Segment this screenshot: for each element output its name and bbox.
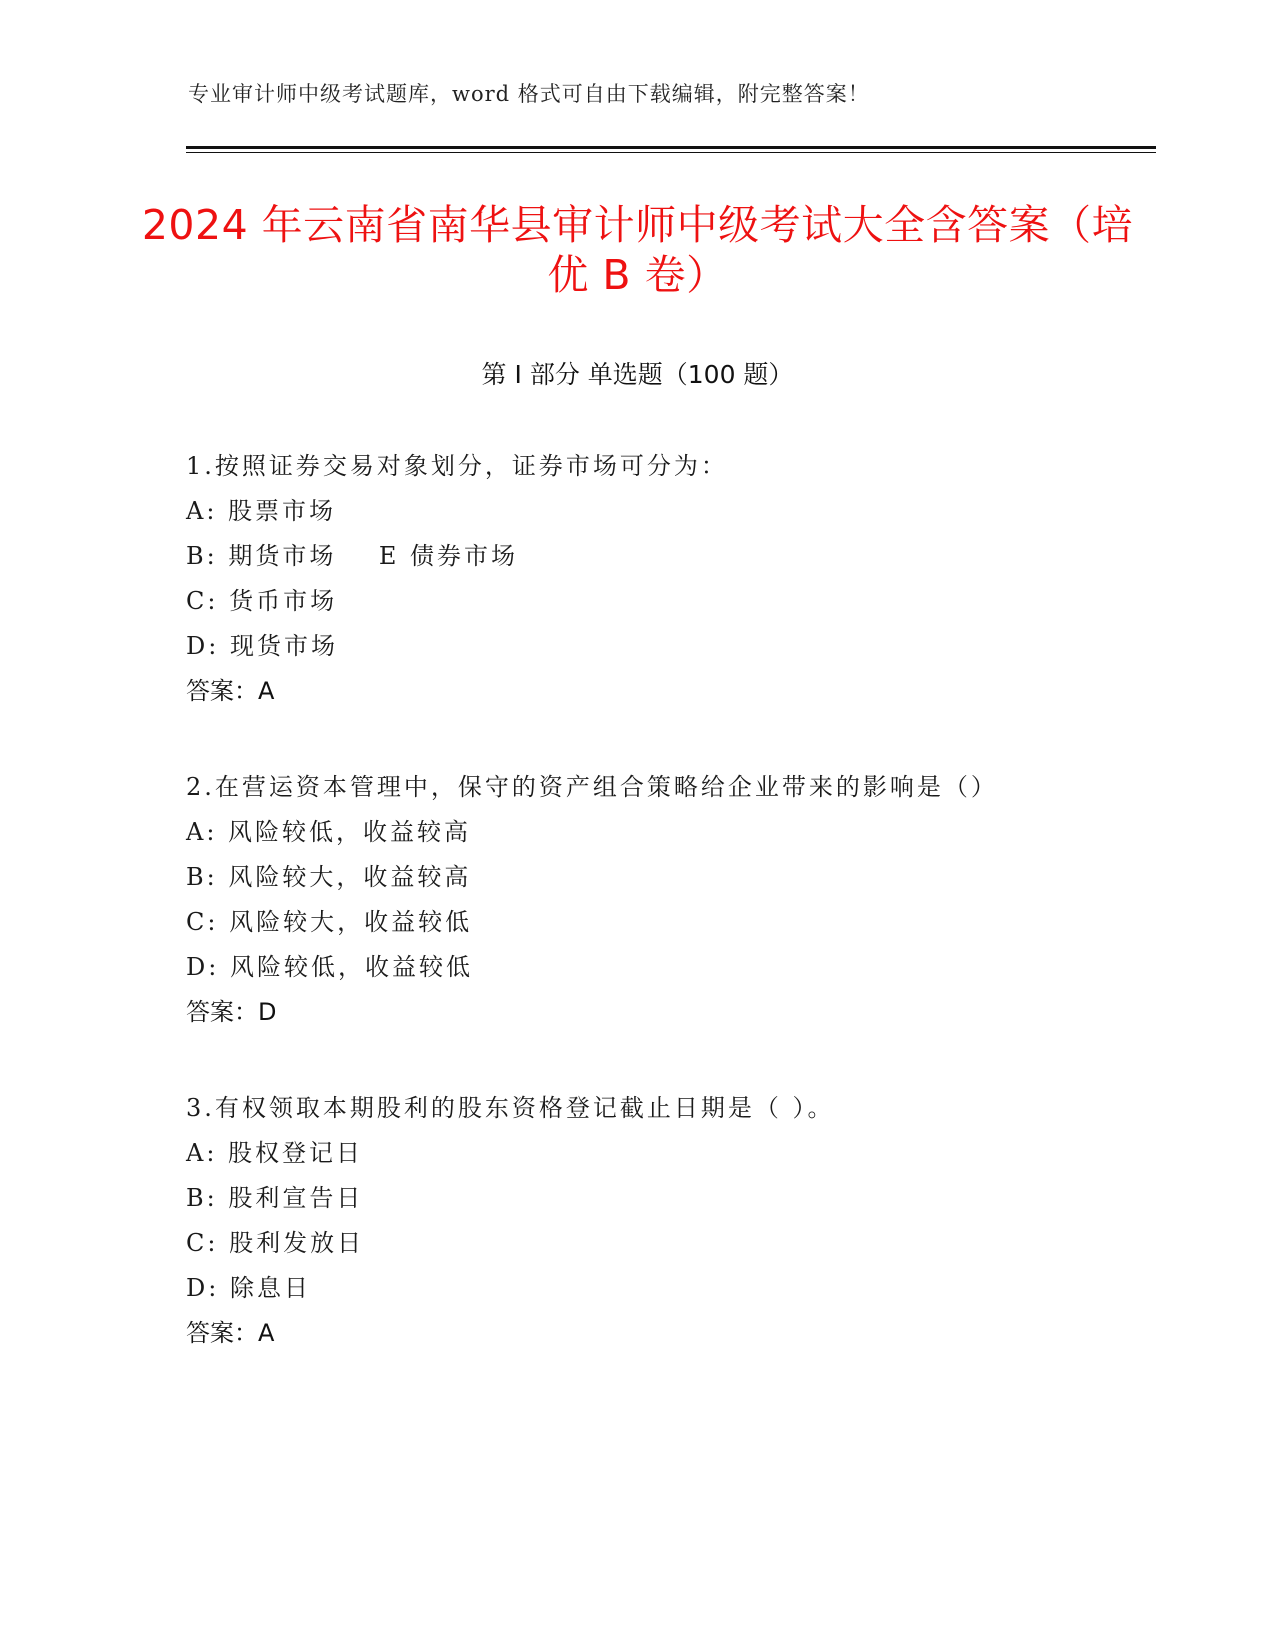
header-note: 专业审计师中级考试题库，word 格式可自由下载编辑，附完整答案！ — [188, 82, 870, 106]
question-stem: 2.在营运资本管理中，保守的资产组合策略给企业带来的影响是（） — [186, 773, 998, 801]
question-2 — [186, 765, 1076, 1035]
option-d: D: 现货市场 — [186, 632, 338, 660]
question-1 — [186, 444, 1076, 714]
option-c: C: 股利发放日 — [186, 1229, 365, 1257]
header-divider — [186, 146, 1156, 149]
option-d: D: 风险较低，收益较低 — [186, 953, 473, 981]
answer: 答案：A — [186, 1319, 275, 1347]
option-c: C: 货币市场 — [186, 587, 338, 615]
question-list — [186, 444, 1076, 1407]
option-b: B: 股利宣告日 — [186, 1184, 364, 1212]
section-title: 第 I 部分 单选题（100 题） — [481, 360, 794, 389]
option-d: D: 除息日 — [186, 1274, 311, 1302]
option-b: B: 风险较大，收益较高 — [186, 863, 472, 891]
option-a: A: 风险较低，收益较高 — [186, 818, 472, 846]
option-a: A: 股权登记日 — [186, 1139, 364, 1167]
option-b: B: 期货市场 E 债券市场 — [186, 542, 519, 570]
question-stem: 1.按照证券交易对象划分，证券市场可分为： — [186, 452, 728, 480]
option-a: A: 股票市场 — [186, 497, 337, 525]
answer: 答案：A — [186, 677, 275, 705]
document-title: 2024 年云南省南华县审计师中级考试大全含答案（培优 B 卷） — [141, 201, 1134, 299]
header-divider-thin — [186, 152, 1156, 153]
option-c: C: 风险较大，收益较低 — [186, 908, 473, 936]
question-3 — [186, 1086, 1076, 1356]
question-stem: 3.有权领取本期股利的股东资格登记截止日期是（ ）。 — [186, 1094, 835, 1122]
answer: 答案：D — [186, 998, 277, 1026]
